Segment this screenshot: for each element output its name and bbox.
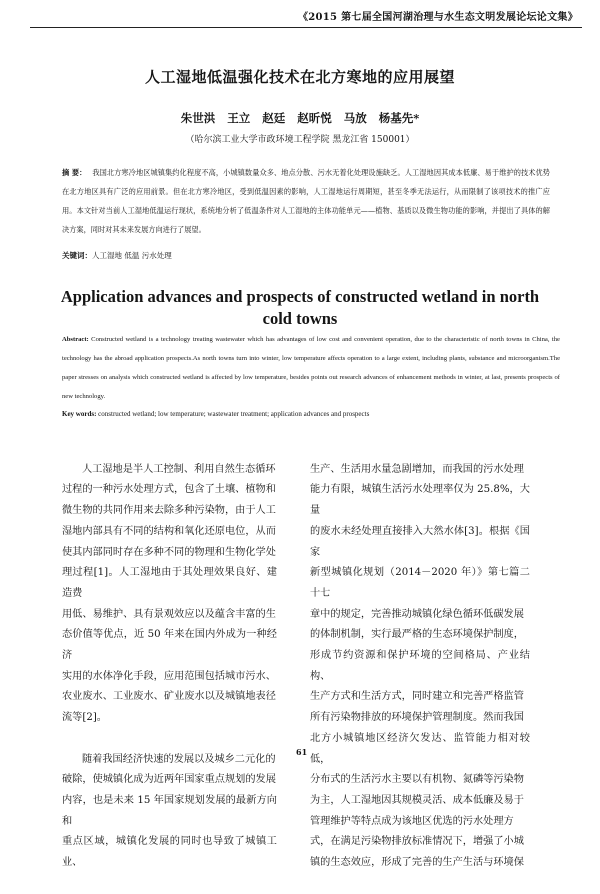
author-list: 朱世洪 王立 赵廷 赵昕悦 马放 杨基先* [180,111,420,125]
keywords-cn-text: 人工湿地 低温 污水处理 [92,251,172,260]
body-column-right [310,439,530,894]
abstract-cn-text: 我国北方寒冷地区城镇集约化程度不高，小城镇数量众多、地点分散、污水无着化处理设施缺乏。人工湿地因其成本低廉、易于维护的技术优势在北方地区具有广泛的应用前景。但在北方寒冷地区，受到低温因素的影响，人工湿地运行周期短，甚至冬季无法运行，从而限制了该项技术的推广应用。本文针对当前人工湿地低温运行现状，系统地分析了低温条件对人工湿地的主体功能单元——植物、基质以及微生物功能的影响，并提出了具体的解决方案，同时对其未来发展方向进行了展望。 [62,168,550,234]
running-header: 《2015 第七届全国河湖治理与水生态文明发展论坛论文集》 [297,12,578,23]
abstract-en-text: Constructed wetland is a technology treating wastewater which has advantages of low cost and convenient operation, due to the characteristic of north towns in China, the technology has the abroad application prospects.As north towns turn into winter, low temperature affects operation to a large extent, including plants, substance and microorganism.The paper stresses on analysis which constructed wetland is affected by low temperature, besides points out research advances of enhancement methods in winter, at last, presents prospects of new technology. [62,336,560,400]
keywords-cn-label: 关键词： [62,251,92,260]
body-paragraph: 生产、生活用水量急剧增加，而我国的污水处理 能力有限，城镇生活污水处理率仅为 25.8%，大量 的废水未经处理直接排入大然水体[3]。根据《国家 新型城镇化规划（2014－2020 年）》第七篇二十七 章中的规定，完善推动城镇化绿色循环低碳发展 的体制机制，实行最严格的生态环境保护制度， 形成节约资源和保护环境的空间格局、产业结构、 生产方式和生活方式，同时建立和完善严格监管 所有污染物排放的环境保护管理制度。然而我国 北方小城镇地区经济欠发达、监管能力相对较低， 分布式的生活污水主要以有机物、氮磷等污染物 为主，人工湿地因其规模灵活、成本低廉及易于 管理维护等特点成为该地区优选的污水处理方 式，在满足污染物排放标准情况下，增强了小城 镇的生态效应，形成了完善的生产生活与环境保 [310,463,530,869]
header-rule [30,27,582,28]
body-column-left [62,439,277,894]
body-paragraph: 随着我国经济快速的发展以及城乡二元化的 破除，使城镇化成为近两年国家重点规划的发展 内容，也是未来 15 年国家规划发展的最新方向和 重点区域，城镇化发展的同时也导致了城镇工业、 [62,753,277,869]
abstract-en [62,330,560,406]
keywords-en [62,410,369,418]
keywords-cn [62,250,172,261]
abstract-en-label: Abstract: [62,336,89,343]
page-number: 61 [296,747,308,757]
keywords-en-label: Key words: [62,410,97,418]
body-paragraph: 人工湿地是半人工控制、利用自然生态循环 过程的一种污水处理方式，包含了土壤、植物和 微生物的共同作用来去除多种污染物，由于人工 湿地内部具有不同的结构和氧化还原电位，从而 使其内部同时存在多种不同的物理和生物化学处 理过程[1]。人工湿地由于其处理效果良好、建造费 用低、易维护、具有景观效应以及蕴含丰富的生 态价值等优点，近 50 年来在国内外成为一种经济 实用的水体净化手段，应用范围包括城市污水、 农业废水、工业废水、矿业废水以及城镇地表径 流等[2]。 [62,463,277,724]
abstract-cn-label: 摘 要： [62,168,87,177]
paper-title-cn: 人工湿地低温强化技术在北方寒地的应用展望 [144,68,455,86]
paper-title-en: Application advances and prospects of constructed wetland in north cold towns [60,287,540,328]
affiliation: （哈尔滨工业大学市政环境工程学院 黑龙江省 150001） [185,135,415,145]
keywords-en-text: constructed wetland; low temperature; wastewater treatment; application advances and prospects [98,410,370,418]
abstract-cn [62,163,550,239]
